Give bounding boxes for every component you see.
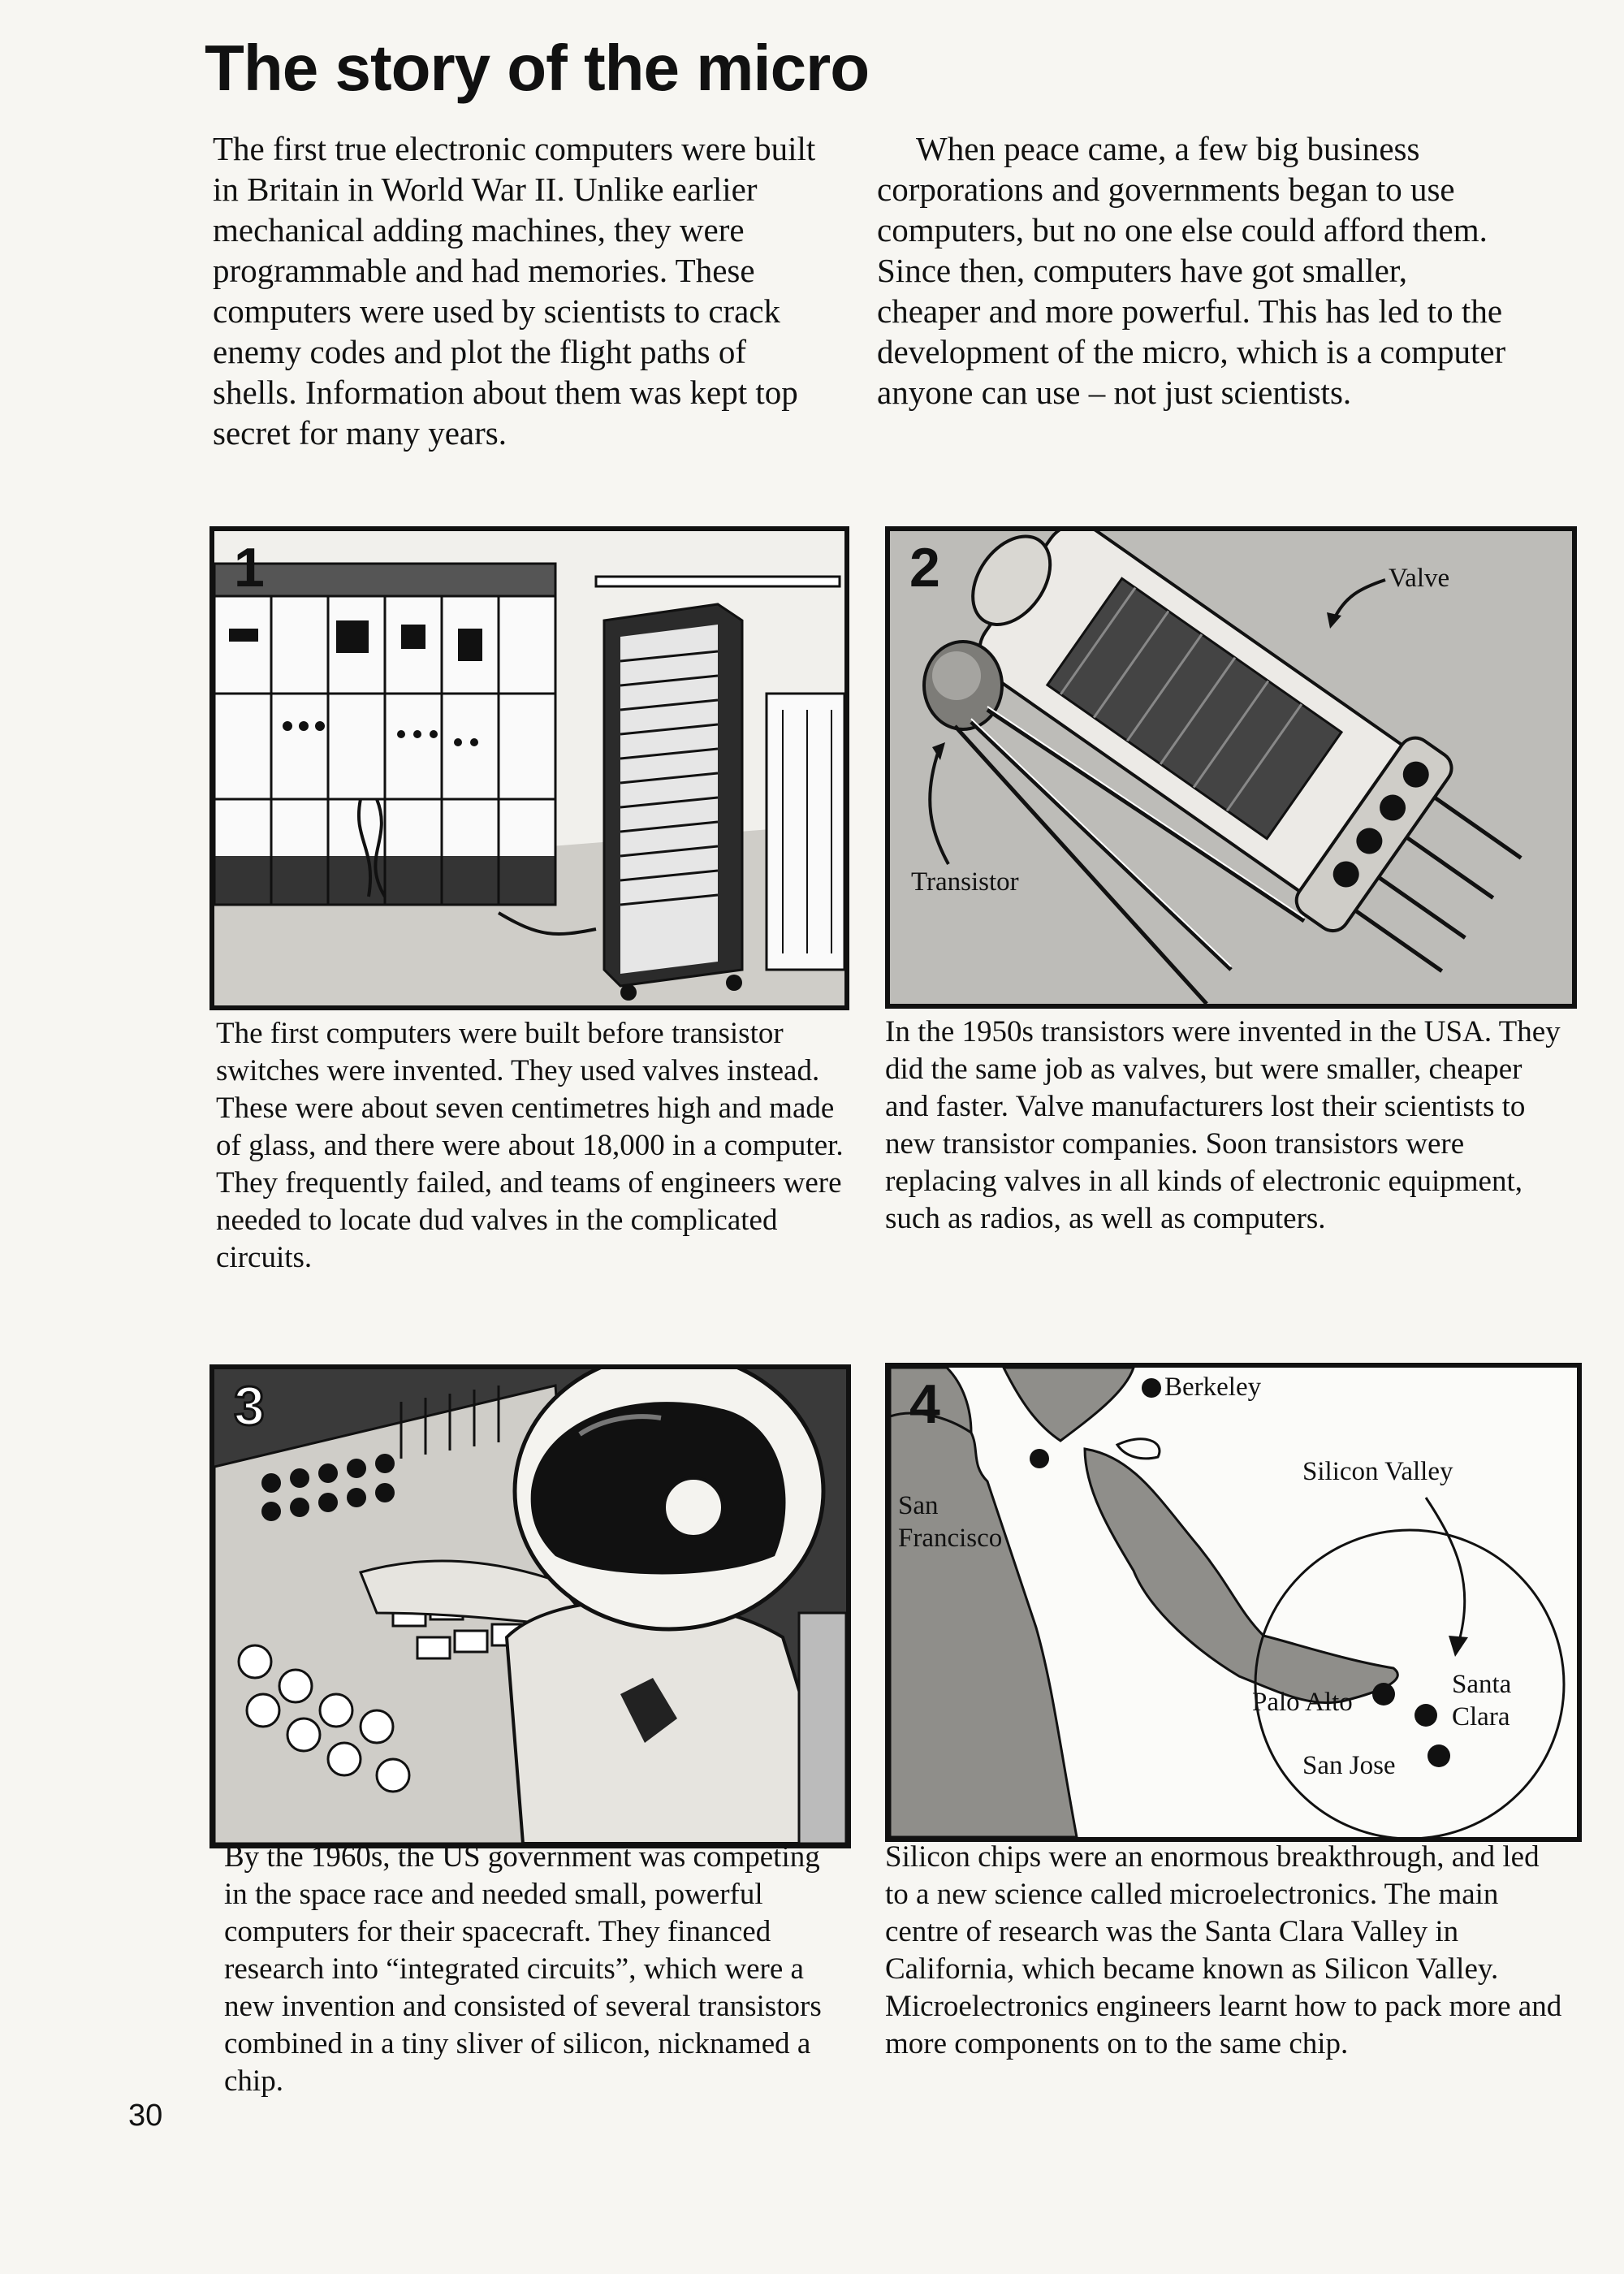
francisco-label: Francisco	[898, 1524, 1003, 1553]
panel-2-number: 2	[909, 537, 940, 599]
intro-left-text: The first true electronic computers were built in Britain in World War II. Unlike earlier mechanical adding machines, they were programmable and had memories. These computers were used by scientists to crack enemy codes and plot the flight paths of shells. Information about them was kept top secret for many years.	[213, 130, 816, 452]
panel-1-number: 1	[234, 537, 265, 599]
transistor-label: Transistor	[911, 867, 1019, 897]
intro-right-text: When peace came, a few big business corporations and governments began to use computers, but no one else could afford them. Since then, computers have got smaller, cheaper and more powerful. This has led to the development of the micro, which is a computer anyone can use – not just scientists.	[877, 130, 1506, 411]
valve-label: Valve	[1389, 564, 1450, 593]
panel-1-caption: The first computers were built before transistor switches were invented. They used valves instead. These were about seven centimetres high and made of glass, and there were about 18,000 in a computer. They frequently failed, and teams of engineers were needed to locate dud valves in the complicated circuits.	[216, 1017, 844, 1274]
panel-3-number: 3	[234, 1375, 265, 1437]
panel-4-silicon-valley-map	[885, 1363, 1582, 1842]
san-label: San	[898, 1491, 939, 1520]
panel-2-caption: In the 1950s transistors were invented in the USA. They did the same job as valves, but were smaller, cheaper and faster. Valve manufacturers lost their scientists to new transistor companies. Soon transistors were replacing valves in all kinds of electronic equipment, such as radios, as well as computers.	[885, 1015, 1561, 1235]
valve-and-transistor-drawing	[890, 531, 1572, 1004]
panel-2-valve-transistor-illustration	[885, 526, 1577, 1009]
santa-label: Santa	[1452, 1670, 1512, 1699]
panel-3-astronaut-illustration	[209, 1364, 851, 1848]
panel-1-valve-computer-illustration	[209, 526, 849, 1010]
palo-alto-label: Palo Alto	[1252, 1688, 1353, 1717]
panel-3-caption: By the 1960s, the US government was competing in the space race and needed small, powerful computers for their spacecraft. They financed research into “integrated circuits”, which were a new invention and consisted of several transistors combined in a tiny sliver of silicon, nicknamed a chip.	[224, 1840, 822, 2098]
valve-computer-room-drawing	[214, 531, 844, 1005]
silicon-valley-label: Silicon Valley	[1302, 1457, 1453, 1486]
astronaut-control-panel-drawing	[214, 1369, 846, 1844]
panel-4-number: 4	[909, 1373, 940, 1435]
san-jose-label: San Jose	[1302, 1751, 1396, 1780]
panel-4-caption: Silicon chips were an enormous breakthrough, and led to a new science called microelectronics. The main centre of research was the Santa Clara Valley in California, which became known as Silicon Valley. Microelectronics engineers learnt how to pack more and more components on to the same chip.	[885, 1840, 1562, 2060]
bay-area-map-drawing	[890, 1368, 1577, 1837]
clara-label: Clara	[1452, 1702, 1510, 1731]
page-title: The story of the micro	[205, 32, 870, 104]
page-number: 30	[128, 2099, 163, 2133]
berkeley-label: Berkeley	[1164, 1373, 1262, 1402]
